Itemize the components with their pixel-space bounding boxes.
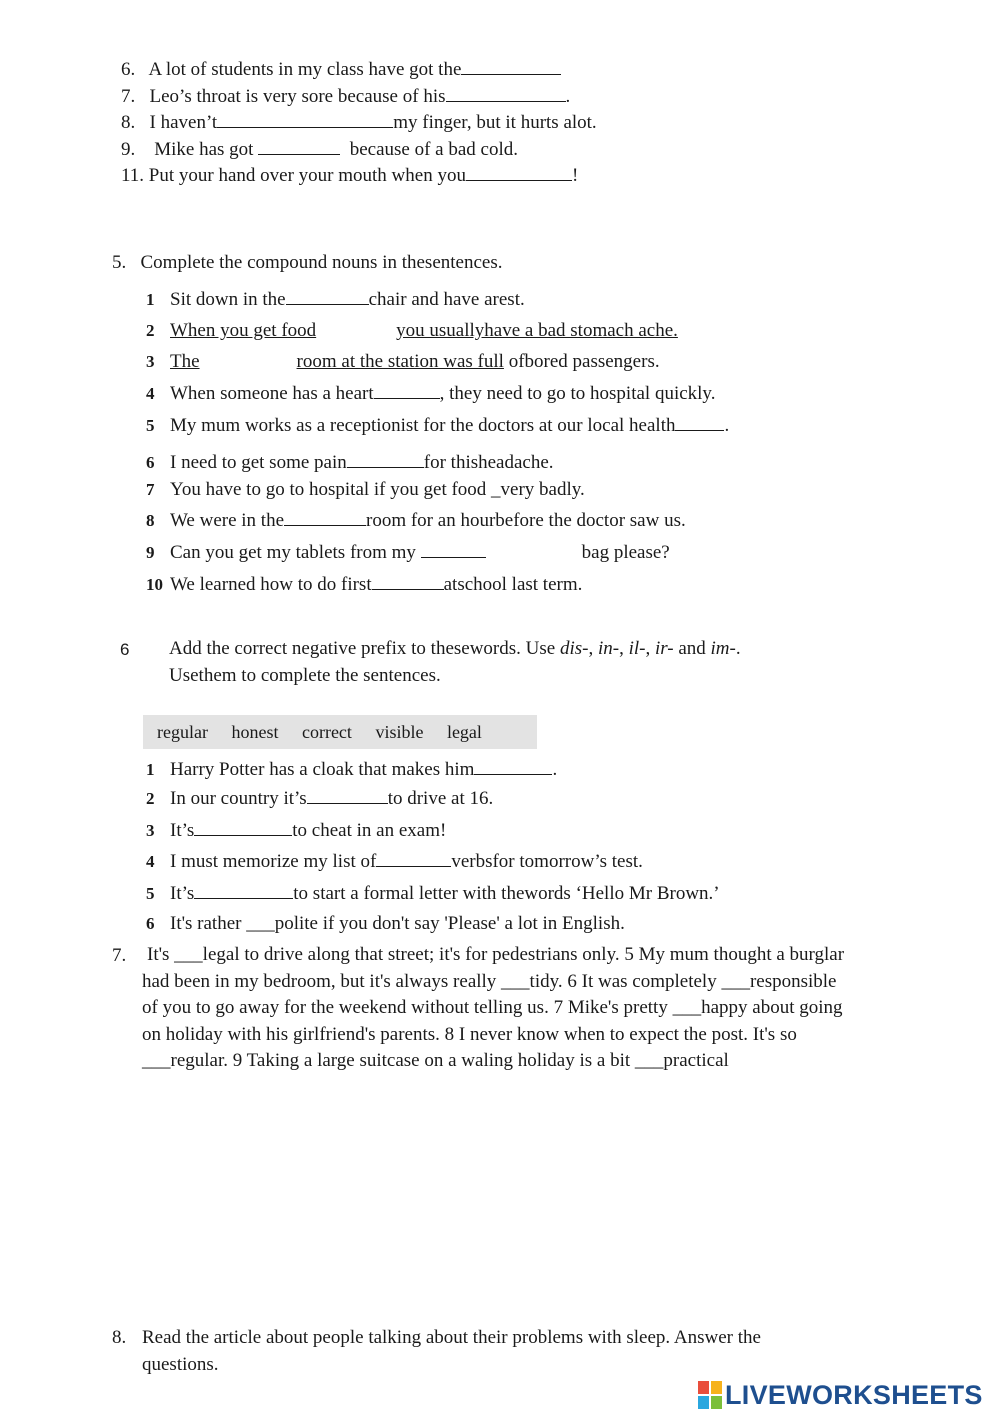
item-number: 8. xyxy=(121,112,136,133)
instruction-text: Complete the compound nouns in thesentences. xyxy=(140,252,503,273)
item-number: 5 xyxy=(146,416,155,435)
word-visible: visible xyxy=(375,722,424,742)
item-text: Can you get my tablets from my xyxy=(170,542,416,563)
item-text-end: to cheat in an exam! xyxy=(292,820,447,841)
item-text-end: , they need to go to hospital quickly. xyxy=(439,383,716,404)
section-5-instruction xyxy=(112,252,502,274)
item-text: I need to get some pain xyxy=(170,452,347,473)
answer-blank[interactable] xyxy=(307,787,388,804)
item-number: 10 xyxy=(146,575,163,594)
section-7-number: 7. xyxy=(112,945,127,966)
answer-blank[interactable] xyxy=(376,850,451,867)
s5-item-5 xyxy=(146,414,729,437)
s5-item-8 xyxy=(146,509,686,532)
item-number: 7. xyxy=(121,86,136,107)
item-text-end: to start a formal letter with thewords ‘Hello Mr Brown.’ xyxy=(293,883,720,904)
item-number: 2 xyxy=(146,321,155,340)
item-number: 9 xyxy=(146,543,155,562)
item-number: 8 xyxy=(146,511,155,530)
s6-item-6 xyxy=(146,913,625,935)
item-text-end: room for an hourbefore the doctor saw us. xyxy=(366,510,686,531)
s5-item-4 xyxy=(146,382,715,405)
section-6-instruction-line2: Usethem to complete the sentences. xyxy=(169,665,441,686)
item-text: When you get food you usuallyhave a bad stomach ache. xyxy=(170,320,678,341)
answer-blank[interactable] xyxy=(258,138,340,155)
answer-blank[interactable] xyxy=(461,58,561,75)
word-legal: legal xyxy=(446,722,482,742)
item-number: 6. xyxy=(121,59,136,80)
item-text-end: atschool last term. xyxy=(443,574,583,595)
item-text: A lot of students in my class have got the xyxy=(148,59,462,80)
prefix-il: il- xyxy=(628,638,646,659)
item-text: We learned how to do first xyxy=(170,574,372,595)
item-text: Harry Potter has a cloak that makes him xyxy=(170,759,475,780)
prefix-in: in- xyxy=(597,638,620,659)
s5-item-1 xyxy=(146,288,525,311)
item-text: My mum works as a receptionist for the doctors at our local health xyxy=(170,415,676,436)
answer-blank[interactable] xyxy=(194,819,292,836)
item-number: 11. xyxy=(121,165,145,186)
item-text: We were in the xyxy=(170,510,284,531)
answer-blank[interactable] xyxy=(466,164,572,181)
word-box xyxy=(143,715,537,749)
section-6-instruction-line1: Add the correct negative prefix to thesewords. Use dis-, in-, il-, ir- and im-. xyxy=(169,638,741,659)
prefix-ir: ir- xyxy=(654,638,674,659)
item-number: 4 xyxy=(146,852,155,871)
answer-blank[interactable] xyxy=(372,573,444,590)
item-text: Mike has got xyxy=(154,139,254,160)
answer-blank[interactable] xyxy=(675,414,724,431)
section-number: 5. xyxy=(112,252,127,273)
item-text-end: verbsfor tomorrow’s test. xyxy=(451,851,643,872)
item-number: 3 xyxy=(146,352,155,371)
item-text-end: . xyxy=(565,86,571,107)
section-7-paragraph: It's ___legal to drive along that street; it's for pedestrians only. 5 My mum thought a burglar had been in my bedroom, but it's always really ___tidy. 6 It was completely ___responsible of you to go away for the weekend without telling us. 7 Mike's pretty ___happy about going on holiday with his girlfriend's parents. 8 I never know when to expect the post. It's so ___regular. 9 Taking a large suitcase on a waling holiday is a bit ___practical xyxy=(142,944,845,1071)
answer-blank[interactable] xyxy=(217,111,393,128)
item-number: 6 xyxy=(146,453,155,472)
item-number: 7 xyxy=(146,480,155,499)
item-number: 9. xyxy=(121,139,136,160)
item-text-end: ofbored passengers. xyxy=(508,351,660,372)
answer-blank[interactable] xyxy=(347,451,424,468)
word-correct: correct xyxy=(301,722,352,742)
section-8-instruction-line1: Read the article about people talking about their problems with sleep. Answer the xyxy=(142,1327,761,1348)
item-text: It’s xyxy=(170,883,195,904)
prefix-dis: dis- xyxy=(559,638,589,659)
item-text: Put your hand over your mouth when you xyxy=(148,165,466,186)
answer-blank[interactable] xyxy=(194,882,293,899)
item-number: 4 xyxy=(146,384,155,403)
word-honest: honest xyxy=(231,722,279,742)
s5-item-6 xyxy=(146,451,554,474)
s5-item-10 xyxy=(146,573,582,596)
top-item-6 xyxy=(121,58,561,81)
item-text: You have to go to hospital if you get food _very badly. xyxy=(170,479,585,500)
item-number: 6 xyxy=(146,914,155,933)
item-text: The room at the station was full xyxy=(170,351,504,372)
s6-item-2 xyxy=(146,787,493,810)
top-item-9 xyxy=(121,138,518,161)
item-text-end: ! xyxy=(571,165,579,186)
logo-grid-icon xyxy=(698,1381,722,1409)
top-item-7 xyxy=(121,85,570,108)
item-number: 5 xyxy=(146,884,155,903)
item-number: 2 xyxy=(146,789,155,808)
answer-blank[interactable] xyxy=(284,509,366,526)
item-text: In our country it’s xyxy=(170,788,307,809)
item-text-end: chair and have arest. xyxy=(368,289,525,310)
s5-item-9 xyxy=(146,541,670,564)
item-text-end: . xyxy=(552,759,558,780)
item-text: Sit down in the xyxy=(170,289,286,310)
item-number: 3 xyxy=(146,821,155,840)
answer-blank[interactable] xyxy=(446,85,566,102)
item-text: I haven’t xyxy=(149,112,218,133)
item-text: It's rather ___polite if you don't say 'Please' a lot in English. xyxy=(170,913,625,934)
item-text: Leo’s throat is very sore because of his xyxy=(149,86,446,107)
section-8-number: 8. xyxy=(112,1327,127,1348)
item-text: I must memorize my list of xyxy=(170,851,377,872)
liveworksheets-logo xyxy=(698,1378,983,1412)
answer-blank[interactable] xyxy=(474,758,552,775)
answer-blank[interactable] xyxy=(421,541,486,558)
brand-name: LIVEWORKSHEETS xyxy=(725,1379,983,1410)
section-8-instruction-line2: questions. xyxy=(142,1354,219,1375)
s6-item-1 xyxy=(146,758,557,781)
top-item-8 xyxy=(121,111,597,134)
s5-item-2 xyxy=(146,320,678,342)
answer-blank[interactable] xyxy=(374,382,440,399)
item-text-end: . xyxy=(724,415,730,436)
item-text-end: bag please? xyxy=(581,542,670,563)
item-text-end: because of a bad cold. xyxy=(349,139,519,160)
item-text: It’s xyxy=(170,820,195,841)
top-item-11 xyxy=(121,164,578,187)
item-text-end: to drive at 16. xyxy=(387,788,494,809)
section-6-number: 6 xyxy=(120,640,130,659)
s6-item-5 xyxy=(146,882,720,905)
item-text: When someone has a heart xyxy=(170,383,374,404)
item-number: 1 xyxy=(146,290,155,309)
item-text-end: for thisheadache. xyxy=(423,452,554,473)
item-number: 1 xyxy=(146,760,155,779)
s5-item-7 xyxy=(146,479,585,501)
s6-item-4 xyxy=(146,850,643,873)
s6-item-3 xyxy=(146,819,446,842)
answer-blank[interactable] xyxy=(286,288,369,305)
s5-item-3 xyxy=(146,351,660,373)
prefix-im: im- xyxy=(710,638,736,659)
word-regular: regular xyxy=(157,722,208,742)
item-text-end: my finger, but it hurts alot. xyxy=(393,112,597,133)
